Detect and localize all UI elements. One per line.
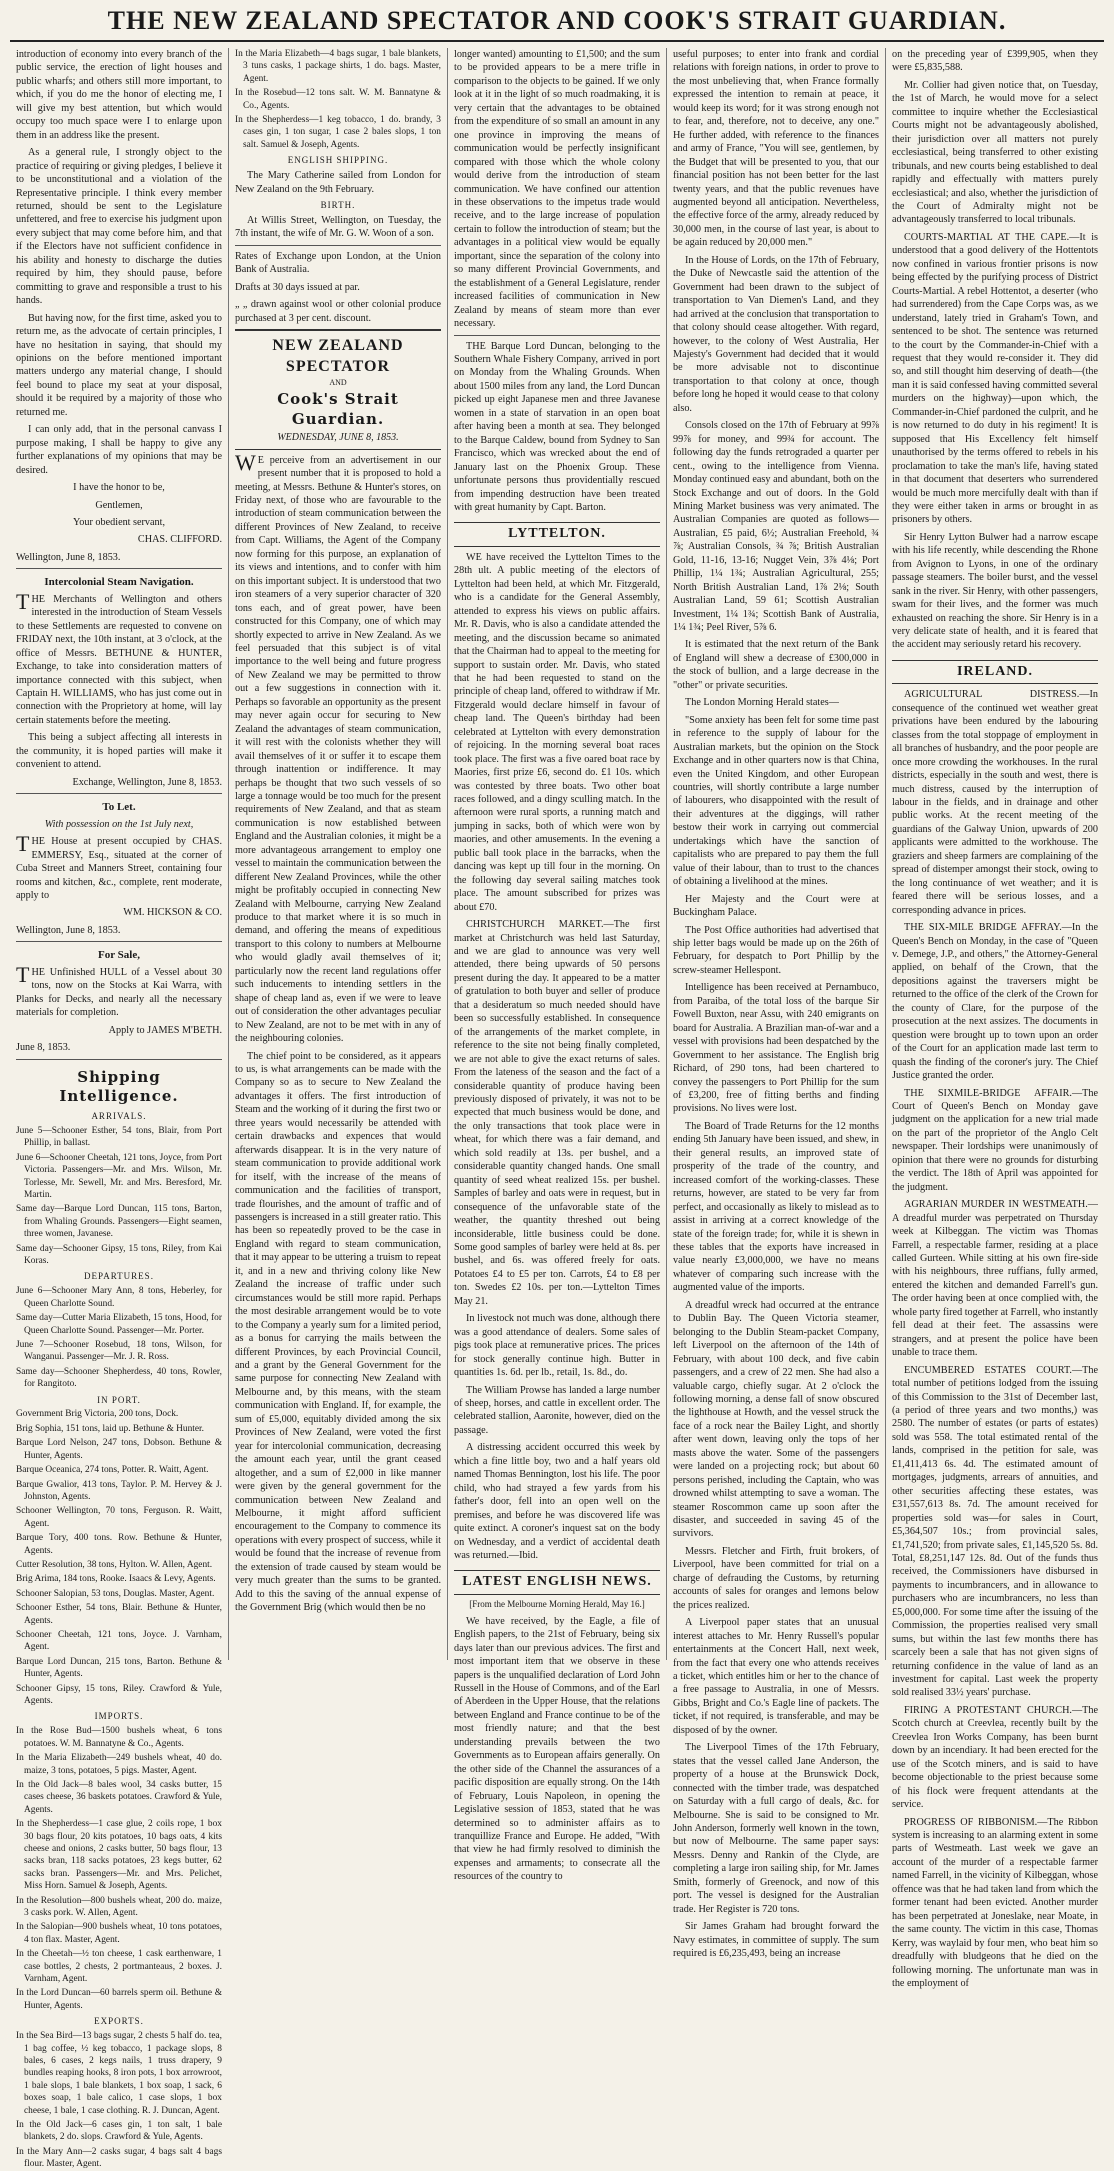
imports-heading: IMPORTS.: [94, 1711, 144, 1722]
birth-text: At Willis Street, Wellington, on Tuesday, the 7th instant, the wife of Mr. G. W. Woon of a son.: [235, 214, 441, 240]
news-paragraph: Sir James Graham had brought forward the Navy estimates, in committee of supply. The sum required is £6,235,493, being an increase: [673, 1921, 879, 1960]
editorial-paragraph: WE perceive from an advertisement in our present number that it is proposed to hold a meeting, at Messrs. Bethune & Hunter's stores, on Friday next, of those who are favourable to the introduction of steam communication between the different Provinces of New Zealand, to receive from Capt. Williams, the Agent of the Company now forming for this purpose, an explanation of its views and intentions, and to confer with him on this important subject. It is understood that two iron steamers of a very superior character of 320 tons each, and of great power, have been constructed for this Company, one of which may shortly expected to arrive in New Zealand. As we feel persuaded that this subject is of vital importance to the well being and future progress of New Zealand we may be permitted to throw out a few suggestions in connection with it. Perhaps so favorable an opportunity as the present may never again occur for securing to New Zealand the advantages of steam communication, it will rest with the colonists whether they will avail themselves of it or suffer it to escape them through inattention or indifference. It may perhaps be thought that two such vessels of so large a tonnage would be too much for the present requirements of New Zealand, and that as steam communication is now established between England and the Australian colonies, it might be a more advantageous arrangement to employ one vessel to maintain the communication between the different New Zealand Provinces, while the other might be profitably occupied in connecting New Zealand with Melbourne, carrying New Zealand produce to that market where it is so much in demand, and offering the means of expeditious transport to this colony to numbers at Melbourne who would gladly avail themselves of it; particularly now the recent land regulations offer such inducements to intending settlers in the shape of cheap land as, even if we were to leave out of consideration the other advantages peculiar to New Zealand, are not to be met with in any of the neighbouring colonies.: [235, 449, 441, 1045]
news-paragraph: A dreadful wreck had occurred at the entrance to Dublin Bay. The Queen Victoria steamer, belonging to the Dublin Steam-packet Company, left Liverpool on the afternoon of the 14th of February, with about 100 deck, and five cabin passengers, and a crew of 22 men. She had also a valuable cargo, chiefly sugar. At 2 o'clock the following morning, a dense fall of snow obscured the lighthouse at Howth, and the vessel struck the face of a rock near the Bailey Light, and shortly after went down, leaving only the tops of her masts above the water. Some of the passengers were landed on a projecting rock; but about 60 persons perished, including the Captain, who was drowned whilst attempting to save a woman. The steamer Roscommon came up soon after the disaster, and succeeded in saving 45 of the survivors.: [673, 1299, 879, 1540]
tolet-notice: THE House at present occupied by CHAS. EMMERSY, Esq., situated at the corner of Cuba Street and Manners Street, containing four rooms and kitchen, &c., complete, rent moderate, apply to: [16, 831, 222, 901]
list-item: Government Brig Victoria, 200 tons, Dock.: [16, 1409, 179, 1420]
sale-apply: Apply to JAMES M'BETH.: [108, 1024, 222, 1036]
list-item: Barque Lord Duncan, 215 tons, Barton. Bethune & Hunter, Agents.: [16, 1656, 222, 1680]
list-item: In the Rose Bud—1500 bushels wheat, 6 tons potatoes. W. M. Bannatyne & Co., Agents.: [16, 1726, 222, 1749]
inport-list: [16, 1408, 222, 1707]
list-item: Schooner Esther, 54 tons, Blair. Bethune & Hunter, Agents.: [16, 1603, 222, 1626]
latest-news-source: [From the Melbourne Morning Herald, May 16.]: [469, 1598, 645, 1609]
lyttelton-paragraph: The William Prowse has landed a large number of sheep, horses, and cattle in excellent order. The celebrated stallion, Aaronite, however, died on the passage.: [454, 1384, 660, 1436]
columns: [10, 48, 1104, 2170]
list-item: In the Cheetah—½ ton cheese, 1 cask earthenware, 1 case bottles, 2 chests, 2 portmanteaus, 2 boxes. J. Varnham, Agent.: [16, 1949, 222, 1985]
news-paragraph: Her Majesty and the Court were at Buckingham Palace.: [673, 893, 879, 919]
list-item: Barque Oceanica, 274 tons, Potter. R. Waitt, Agent.: [16, 1465, 209, 1476]
latest-news-heading: LATEST ENGLISH NEWS.: [454, 1570, 660, 1594]
steam-date: Exchange, Wellington, June 8, 1853.: [72, 776, 222, 788]
divider: [454, 335, 660, 336]
list-item: Same day—Schooner Shepherdess, 40 tons, Rowler, for Rangitoto.: [16, 1366, 222, 1390]
lyttelton-paragraph: CHRISTCHURCH MARKET.—The first market at Christchurch was held last Saturday, and we are glad to announce was very well attended, there being upwards of 50 persons present during the day. It appeared to be a matter of gratulation to both buyer and seller of produce that a desideratum so much needed should have been so successfully established. In consequence of the arrangements of the market complete, in reference to the site not being finally completed, we are not able to give the exact returns of sales. From the lateness of the season and the fact of a considerable quantity of produce having been previously disposed of privately, it was not to be expected that much business would be done, and the only transactions that took place were in wheat, for which there was a fair demand, and which sold readily at 13s. per bushel, and a considerable quantity changed hands. One small quantity of seed wheat realized 15s. per bushel. Samples of barley and oats were in request, but in consequence of the unfavorable state of the weather, the quantity threshed out being inconsiderable, little business could be done. Some good samples of barley were held at 8s. per bushel, and 6s. was offered freely for oats. Potatoes £4 to £5 per ton. Carrots, £4 to £8 per ton. Swedes £2 10s. per ton.—Lyttelton Times May 21.: [454, 919, 660, 1307]
list-item: In the Resolution—800 bushels wheat, 200 do. maize, 3 casks pork. W. Allen, Agent.: [16, 1895, 222, 1918]
exports-heading: EXPORTS.: [94, 2016, 144, 2027]
column-2: [229, 48, 448, 1660]
letter-closing: I have the honor to be,: [73, 482, 165, 494]
news-paragraph: Mr. Collier had given notice that, on Tuesday, the 1st of March, he would move for a select committee to inquire whether the Ecclesiastical Courts might not be advantageously abolished, their jurisdiction over all matters not purely ecclesiastical, being transferred to other existing tribunals, and new courts being established to deal rapidly and effectually with matters purely ecclesiastical; and also, whether the jurisdiction of the Court of Admiralty might not be advantageously transferred to local tribunals.: [892, 79, 1098, 226]
list-item: June 7—Schooner Rosebud, 18 tons, Wilson, for Wanganui. Passenger—Mr. J. R. Ross.: [16, 1339, 222, 1363]
list-item: In the Shepherdess—1 case glue, 2 coils rope, 1 box 30 bags flour, 20 kits potatoes, 10 bags oats, 4 kits cheese and onions, 2 casks butter, 50 bags flour, 13 sacks bran, 118 sacks potatoes, 23 kegs butter, 62 sacks bran. Passengers—Mr. and Mrs. Pelichet, Miss Horn. Samuel & Joseph, Agents.: [16, 1819, 222, 1892]
column-1: [10, 48, 229, 2170]
list-item: In the Shepherdess—1 keg tobacco, 1 do. brandy, 3 cases gin, 1 ton sugar, 1 case 2 bales slops, 1 ton salt. Samuel & Joseph, Agents.: [235, 115, 441, 150]
news-paragraph: The Board of Trade Returns for the 12 months ending 5th January have been issued, and shew, in their general results, an improved state of prosperity of the trade of the country, and increased comfort of the working-classes. These returns, however, are stated to be very far from perfect, and occasionally as likely to mislead as to assist in arriving at a correct knowledge of the state of the foreign trade; for, while it is shewn in these tables that the exports have increased in value nearly £3,000,000, we have no means whatever of comparing such increase with the augmented value of the imports.: [673, 1120, 879, 1294]
imports-list: [16, 1725, 222, 2012]
list-item: Schooner Salopian, 53 tons, Douglas. Master, Agent.: [16, 1588, 215, 1599]
arrivals-list: [16, 1125, 222, 1267]
news-paragraph: useful purposes; to enter into frank and cordial relations with foreign nations, in order to prove to the most unbelieving that, when France formally expressed the intention to remain at peace, it would keep its word; for it was strong enough not to fear, and, therefore, not to deceive, any one." He further added, with reference to the finances and army of France, "You will see, gentlemen, by the Budget that will be presented to you, that our financial position has not been better for the last twenty years, and that the public revenues have augmented beyond all anticipation. Nevertheless, the effective force of the army, already reduced by 30,000 men, in the course of last year, is about to be again reduced by 20,000 men.": [673, 49, 879, 249]
news-paragraph: COURTS-MARTIAL AT THE CAPE.—It is understood that a good delivery of the Hottentots now confined in various frontier prisons is now being effected by the purifying process of District Courts-Martial. A rebel Hottentot, a deserter (who had surrendered) from the Cape Corps was, as we understand, lately tried in Graham's Town, and sentenced to be shot. The sentence was returned to the court by the Commander-in-Chief with a request that they would re-consider it. They did so, and still thought him deserving of death—(the man it is said confessed having committed several murders on the highway)—upon which, the Commander-in-Chief pardoned the culprit, and he is now returned to do duty in his regiment! It is supposed that His Excellency felt himself unauthorised by the terms offered to rebels in his proclamation to take the man's life, having stated in that document that deserters who surrendered would be much more mercifully dealt with than if they were either taken in arms or brought in as prisoners by others.: [892, 231, 1098, 526]
departures-heading: DEPARTURES.: [84, 1271, 154, 1282]
list-item: Brig Sophia, 151 tons, laid up. Bethune & Hunter.: [16, 1423, 205, 1434]
steam-notice-2: This being a subject affecting all interests in the community, it is hoped parties will make it convenient to attend.: [16, 732, 222, 771]
arrivals-heading: ARRIVALS.: [91, 1111, 147, 1122]
masthead-title: THE NEW ZEALAND SPECTATOR AND COOK'S STRAIT GUARDIAN.: [107, 6, 1007, 35]
column-4: [667, 48, 886, 1960]
list-item: In the Maria Elizabeth—4 bags sugar, 1 bale blankets, 3 tuns casks, 1 package shirts, 1 do. bags. Master, Agent.: [235, 49, 441, 84]
list-item: In the Salopian—900 bushels wheat, 10 tons potatoes, 4 ton flax. Master, Agent.: [16, 1922, 222, 1945]
news-paragraph: The London Morning Herald states—: [685, 697, 839, 709]
letter-intro: introduction of economy into every branch of the public service, the erection of light houses and public wharfs; and others still more important, to which, if you do me the honor of electing me, I will give my best attention, but which would occupy too much space were I to enlarge upon them in an address like the present.: [16, 49, 222, 141]
list-item: Brig Arima, 184 tons, Rooke. Isaacs & Levy, Agents.: [16, 1574, 216, 1585]
paper-title: NEW ZEALAND SPECTATOR: [235, 329, 441, 377]
inport-heading: IN PORT.: [97, 1394, 141, 1405]
divider: [16, 1059, 222, 1060]
editorial-paragraph: The chief point to be considered, as it appears to us, is what arrangements can be made with the Company so as to secure to New Zealand the advantages it offers. The first introduction of Steam and the working of it during the first two or three years would necessarily be attended with certain drawbacks and expences that would afterwards disappear. It is in the very nature of steam communication to provide additional work for itself, with the increase of the means of communication and the facilities of transport, trade flourishes, and the amount of traffic and of passengers is increased in a still greater ratio. This has been so repeatedly proved to be the case in England with regard to steam communication, that it may appear to be uttering a truism to repeat it, and in a new and thriving colony like New Zealand the increase of traffic under such circumstances would be still more rapid. Perhaps the most desirable arrangement would be to vote to the Company a yearly sum for a limited period, as a bonus for carrying the mails between the different Provinces, by each Provincial Council, and a grant by the General Government for the same purpose for connecting New Zealand with Melbourne and, by this means, with the steam communication with England. If, for example, the sum of £5,000, equitably divided among the six Provinces of New Zealand, were voted the first year for intercolonial communication, decreasing the amount each year, until the grant ceased altogether, and a sum of £2,000 in like manner were given by the general government for the communication between New Zealand and Melbourne, it might afford sufficient encouragement to the Company to commence its operations with every prospect of success, while it would be found that the increase of revenue from the extension of trade caused by steam would be very much greater than the sums to be granted. Add to this the saving of the annual expense of the Government Brig (which would then be no: [235, 1050, 441, 1614]
letter-closing: Gentlemen,: [95, 499, 143, 511]
steam-notice: THE Merchants of Wellington and others interested in the introduction of Steam Vessels to these Settlements are requested to convene on FRIDAY next, the 10th instant, at 3 o'clock, at the office of Messrs. BETHUNE & HUNTER, Exchange, to take into consideration matters of importance connected with this subject, when Captain H. WILLIAMS, who has just come out in connection with the Proprietory at home, will lay certain statements before the meeting.: [16, 588, 222, 726]
list-item: In the Old Jack—8 bales wool, 34 casks butter, 15 cases cheese, 36 baskets potatoes. Crawford & Yule, Agents.: [16, 1779, 222, 1815]
steam-heading: Intercolonial Steam Navigation.: [44, 576, 194, 589]
list-item: Barque Tory, 400 tons. Row. Bethune & Hunter, Agents.: [16, 1533, 222, 1556]
list-item: In the Maria Elizabeth—249 bushels wheat, 40 do. maize, 3 tons, potatoes, 5 pigs. Master, Agent.: [16, 1753, 222, 1776]
paper-and: AND: [329, 378, 347, 388]
lyttelton-paragraph: WE have received the Lyttelton Times to the 28th ult. A public meeting of the electors of Lyttelton had been held, at which Mr. Fitzgerald, who is a candidate for the General Assembly, attended to express his views on public affairs. Mr. R. Davis, who is also a candidate attended the meeting, and the discussion became so animated that the Chairman had to appeal to the meeting for support to sustain order. Mr. Davis, who stated that he had been requested to stand on the principle of cheap land, offered to withdraw if Mr. Fitzgerald would declare himself in favour of cheap land. The Queen's birthday had been celebrated at Lyttelton with every demonstration of rejoicing. In the morning several boat races took place. The first was a five oared boat race by Maories, first prize £6, second do. £1 10s. which was contested by three boats. Two other boat races followed, and a dingy sculling match. In the afternoon were rural sports, a running match and jumping in sacks, both of which were won by maories, and other amusements. In the evening a public ball took place in the barracks, when the dancing was kept up till four in the morning. On the following day several sailing matches took place. The amount subscribed for prizes was about £70.: [454, 551, 660, 913]
ireland-paragraph: FIRING A PROTESTANT CHURCH.—The Scotch church at Creevlea, recently built by the Creevlea Iron Works Company, has been burnt down by an incendiary. It had been erected for the use of the Scotch miners, and is said to have become objectionable to the priest because some of his flock were frequent attendants at the service.: [892, 1704, 1098, 1811]
list-item: Schooner Wellington, 70 tons, Ferguson. R. Waitt, Agent.: [16, 1506, 222, 1529]
list-item: In the Mary Ann—2 casks sugar, 4 bags salt 4 bags flour. Master, Agent.: [16, 2146, 222, 2170]
list-item: Cutter Resolution, 38 tons, Hylton. W. Allen, Agent.: [16, 1559, 213, 1570]
sale-date: June 8, 1853.: [16, 1042, 71, 1054]
ireland-paragraph: AGRARIAN MURDER IN WESTMEATH.—A dreadful murder was perpetrated on Thursday week at Kilbeggan. The victim was Thomas Farrell, a respectable farmer, residing at a place called Gurteen. While sitting at his own fire-side with his neighbours, three ruffians, fully armed, entered the kitchen and demanded Farrell's gun. The order having been at once complied with, the whole party fired together at Farrell, who instantly fell dead at their feet. The assassins were strangers, and at present the police have been unable to trace them.: [892, 1199, 1098, 1359]
lyttelton-heading: LYTTELTON.: [454, 522, 660, 546]
news-paragraph: A Liverpool paper states that an unusual interest attaches to Mr. Henry Russell's popular entertainments at the Concert Hall, next week, from the fact that every one who attends receives a ticket, which entitles him or her to the chance of a free passage to Australia, in one of Messrs. Gibbs, Bright and Co.'s Eagle line of packets. The ticket, if not required, is transferable, and may be disposed of by the owner.: [673, 1617, 879, 1736]
tolet-sub: With possession on the 1st July next,: [44, 818, 194, 830]
exchange-rates: Drafts at 30 days issued at par.: [235, 281, 360, 293]
latest-news-paragraph: We have received, by the Eagle, a file of English papers, to the 21st of February, being six days later than our previous advices. The first and most important item that we observe in these papers is the unqualified declaration of Lord John Russell in the House of Commons, and of the Earl of Aberdeen in the Upper House, that the relations between England and France continue to be of the most friendly nature; and that the best understanding prevails between the two Governments as to European affairs generally. On the other side of the Channel the assurances of a pacific disposition are equally strong. On the 14th of February, Louis Napoleon, in opening the Legislative session of 1853, stated that he was determined so to administer affairs as to tranquillize France and Europe. He added, "With that view he had firmly resolved to diminish the expenses and armaments; to consecrate all the resources of the country to: [454, 1615, 660, 1883]
list-item: In the Sea Bird—13 bags sugar, 2 chests 5 half do. tea, 1 bag coffee, ½ keg tobacco, 1 package slops, 8 bales, 6 cases, 2 kegs nails, 1 truss drapery, 9 bundles reaping hooks, 8 iron pots, 1 box arrowroot, 1 bale slops, 1 bale blankets, 1 box soap, 1 sack, 6 boxes soap, 1 bale calico, 1 case slops, 1 box cheese, 1 bale, 1 case clothing. R. J. Duncan, Agent.: [16, 2031, 222, 2116]
tolet-date: Wellington, June 8, 1853.: [16, 924, 121, 936]
letter-date: Wellington, June 8, 1853.: [16, 551, 121, 563]
list-item: Schooner Cheetah, 121 tons, Joyce. J. Varnham, Agent.: [16, 1629, 222, 1653]
news-paragraph: "Some anxiety has been felt for some time past in reference to the supply of labour for the Australian markets, but the opinion on the Stock Exchange and in other quarters now is that China, even the United Kingdom, and other European countries, will shortly contribute a large number of labourers, who disappointed with the result of their adventures at the diggings, will rather bestow their work in carrying out commercial undertakings which have the sanction of capitalists who are prepared to pay them the full value of their labour, than to trust to the chances of obtaining a livelihood at the mines.: [673, 714, 879, 888]
lyttelton-paragraph: In livestock not much was done, although there was a good attendance of dealers. Some sales of pigs took place at remunerative prices. The prices for stock generally continue high. Butter in quantities 1s. 6d. per lb., retail, 1s. 8d., do.: [454, 1313, 660, 1379]
paper-date: WEDNESDAY, JUNE 8, 1853.: [235, 431, 441, 449]
list-item: In the Old Jack—6 cases gin, 1 ton salt, 1 bale blankets, 2 do. slops. Crawford & Yule, Agents.: [16, 2119, 222, 2143]
list-item: In the Lord Duncan—60 barrels sperm oil. Bethune & Hunter, Agents.: [16, 1988, 222, 2011]
news-paragraph: Sir Henry Lytton Bulwer had a narrow escape with his life recently, while descending the Rhone from Avignon to Lyons, in one of the ordinary passage steamers. The boiler burst, and the vessel sank in the river. Sir Henry, with other passengers, swam for their lives, and the former was much exhausted on reaching the shore. Sir Henry is in a very delicate state of health, and it is feared that the accident may seriously retard his recovery.: [892, 531, 1098, 651]
list-item: Same day—Barque Lord Duncan, 115 tons, Barton, from Whaling Grounds. Passengers—Eight seamen, three women, Javanese.: [16, 1204, 222, 1240]
news-paragraph: The Post Office authorities had advertised that ship letter bags would be made up on the 26th of February, for despatch to Port Phillip by the screw-steamer Hellespont.: [673, 924, 879, 976]
english-shipping-heading: ENGLISH SHIPPING.: [287, 155, 389, 166]
divider: [16, 568, 222, 569]
tolet-signature: WM. HICKSON & CO.: [123, 907, 222, 919]
list-item: Barque Lord Nelson, 247 tons, Dobson. Bethune & Hunter, Agents.: [16, 1438, 222, 1461]
list-item: June 5—Schooner Esther, 54 tons, Blair, from Port Phillip, in ballast.: [16, 1126, 222, 1149]
exports-list: [16, 2030, 222, 2170]
column-5: [886, 48, 1104, 1989]
letter-paragraph: As a general rule, I strongly object to the practice of requiring or giving pledges, I believe it to be unconstitutional and a violation of the Representative principle. I think every member returned, should be sent to the Legislature unfettered, and free to exercise his judgment upon every subject that may come before him, and that if the Electors have not sufficient confidence in his ability and honesty to discharge the duties required by him, they should pause, before committing to grave and responsible a trust to his hands.: [16, 147, 222, 307]
list-item: Schooner Gipsy, 15 tons, Riley. Crawford & Yule, Agents.: [16, 1683, 222, 1707]
news-paragraph: Intelligence has been received at Pernambuco, from Paraiba, of the total loss of the barque Sir Fowell Buxton, near Assu, with 240 emigrants on board for Australia. A Brazilian man-of-war and a vessel with provisions had been despatched by the Government to her assistance. The English brig Richard, of 290 tons, had been chartered to convey the passengers to Port Phillip for the sum of £3,200, free of fitting berths and finding provisions. No lives were lost.: [673, 982, 879, 1115]
list-item: Same day—Cutter Maria Elizabeth, 15 tons, Hood, for Queen Charlotte Sound. Passenger—Mr. Porter.: [16, 1313, 222, 1336]
exchange-rates: „ „ drawn against wool or other colonial produce purchased at 3 per cent. discount.: [235, 299, 441, 324]
column-3: [448, 48, 667, 1883]
list-item: In the Rosebud—12 tons salt. W. M. Bannatyne & Co., Agents.: [235, 88, 441, 111]
editorial-continued: longer wanted) amounting to £1,500; and the sum to be provided appears to be a mere trifle in comparison to the objects to be gained. If we only look at it in the light of so much roadmaking, it is very certain that the advantages to be obtained from the expenditure of so small an amount in any one province in improving the means of communication would be perfectly insignificant compared with those which the whole colony would derive from the introduction of steam communication. We have confined our attention in these observations to the impetus trade would receive, and to the large increase of population certain to follow the introduction of steam; but the advantages in a political view would be equally important, since the separation of the colony into so many different Provincial Governments, and the establishment of a General Legislature, render increased facilities of communication in New Zealand by means of steam more than ever necessary.: [454, 49, 660, 330]
ireland-paragraph: PROGRESS OF RIBBONISM.—The Ribbon system is increasing to an alarming extent in some parts of Westmeath. Last week we gave an account of the murder of a respectable farmer named Farrell, in the vicinity of Kilbeggan, whose offence was that he had taken land from which the former tenant had been evicted. Another murder has been perpetrated at Joneslake, near Moate, in the same county. The victim in this case, Thomas Kerry, was waylaid by four men, who beat him so dreadfully with bludgeons that he died on the following morning. The unfortunate man was in the employment of: [892, 1816, 1098, 1989]
sale-notice: THE Unfinished HULL of a Vessel about 30 tons, now on the Stocks at Kai Warra, with Planks for Decks, and nearly all the necessary materials for completion.: [16, 961, 222, 1019]
english-shipping-text: The Mary Catherine sailed from London for New Zealand on the 9th February.: [235, 170, 441, 195]
letter-signature: CHAS. CLIFFORD.: [137, 534, 222, 546]
divider: [235, 245, 441, 246]
divider: [16, 793, 222, 794]
ireland-paragraph: THE SIX-MILE BRIDGE AFFRAY.—In the Queen's Bench on Monday, in the case of "Queen v. Demege, J.P., and others," the Attorney-General applied, on behalf of the Crown, that the depositions against the traversers might be returned to the office of the clerk of the Crown for the county of Clare, for the purpose of the prosecution at the next assizes. The documents in question were brought up to town upon an order of the Court for an application made last term to quash the finding of the coroner's jury. The Chief Justice granted the order.: [892, 922, 1098, 1082]
ireland-paragraph: THE SIXMILE-BRIDGE AFFAIR.—The Court of Queen's Bench on Monday gave judgment on the application for a new trial made on the part of the proprietor of the Anglo Celt newspaper. Their lordships were unanimously of opinion that there were no grounds for disturbing the verdict. The 18th of April was appointed for the judgment.: [892, 1087, 1098, 1193]
letter-closing: Your obedient servant,: [72, 516, 166, 528]
news-paragraph: Messrs. Fletcher and Firth, fruit brokers, of Liverpool, have been committed for trial on a charge of defrauding the Customs, by returning accounts of sales for oranges and lemons below the prices realized.: [673, 1545, 879, 1611]
sale-heading: For Sale,: [98, 949, 140, 962]
list-item: June 6—Schooner Mary Ann, 8 tons, Heberley, for Queen Charlotte Sound.: [16, 1286, 222, 1309]
divider: [16, 941, 222, 942]
letter-paragraph: But having now, for the first time, asked you to return me, as the advocate of certain principles, I have no hesitation in saying, that should my opinions on the before mentioned important matters undergo any material change, I should feel bound to place my seat at your disposal, should it be required by a majority of those who returned me.: [16, 312, 222, 418]
news-paragraph: In the House of Lords, on the 17th of February, the Duke of Newcastle said the attention of the Government had been drawn to the subject of transportation to Van Diemen's Land, and they had arrived at the conclusion that transportation to that colony should cease altogether. With regard, however, to the colony of West Australia, Her Majesty's Government had decided that it would be more advisable not to discontinue transportation to that colony at once, though before long he hoped it would cease to that colony also.: [673, 254, 879, 414]
news-paragraph: The Liverpool Times of the 17th February, states that the vessel called Jane Anderson, the property of a house at the Brunswick Dock, connected with the timber trade, was despatched on Saturday with a full cargo of deals, &c. for Melbourne. She is said to be consigned to Mr. John Anderson, formerly well known in the town, but now of Melbourne. The same paper says: Messrs. Denny and Rankin of the Clyde, are completing a large iron sailing ship, for Mr. James Smith, formerly of Greenock, and now of this port. The vessel is designed for the Australian trade. Her Register is 720 tons.: [673, 1742, 879, 1915]
list-item: Same day—Schooner Gipsy, 15 tons, Riley, from Kai Koras.: [16, 1243, 222, 1267]
lord-duncan-article: THE Barque Lord Duncan, belonging to the Southern Whale Fishery Company, arrived in port on Monday from the Whaling Grounds. When about 1500 miles from any land, the Lord Duncan picked up eight Japanese men and three Javanese women in a state of starvation in an open boat after having been a month at sea. They belonged to the Barque Caldew, bound from Sydney to San Francisco, which was wrecked about the end of January last on the Phoenix Group. These unfortunate persons thus providentially rescued from impending destruction have been treated with great humanity by Capt. Barton.: [454, 340, 660, 513]
ireland-paragraph: AGRICULTURAL DISTRESS.—In consequence of the continued wet weather great privations have been endured by the labouring classes from the total stoppage of employment in all branches of husbandry, and the poor people are once more crowding the workhouses. In the rural districts, especially in the south and west, there is much distress, caused by the interruption of labour in the fields, and in drainage and other public works. At the recent meeting of the guardians of the Galway Union, upwards of 200 applicants were admitted to the workhouse. The graziers and sheep farmers are complaining of the spread of distemper amongst their stock, owing to the long continuance of wet weather; and it is feared there will be serious losses, and a corresponding advance in prices.: [892, 689, 1098, 916]
list-item: Barque Gwalior, 413 tons, Taylor. P. M. Hervey & J. Johnston, Agents.: [16, 1479, 222, 1502]
paper-subtitle: Cook's Strait Guardian.: [277, 389, 399, 428]
news-paragraph: Consols closed on the 17th of February at 99⅞ 99⅞ for money, and 99¾ for account. The following day the funds retrograded a quarter per cent., owing to the intelligence from Vienna. Monday continued easy and abundant, both on the Stock Exchange and out of doors. In the Gold Mining Market business was very animated. The Australian Companies are quoted as follows—Australian, £5 paid, 6½; Australian Freehold, ¾ ⅞; Australian Consols, ¾ ⅞; British Australian Gold, 11-16, 13-16; Nugget Vein, 3⅞ 4⅛; Port Phillip, 1¼ 1¾; Australian Agricultural, 255; North British Australian Land, 1⅞ 2⅛; South Australian Land, 59 61; Scottish Australian Investment, 1¼ 1¾; Scottish Bank of Australia, 1¼ 1¾; Peel River, 5⅞ 6.: [673, 420, 879, 634]
birth-heading: BIRTH.: [320, 200, 356, 211]
news-paragraph: It is estimated that the next return of the Bank of England will shew a decrease of £300,000 in the stock of bullion, and a large decrease in the "other" or private securities.: [673, 639, 879, 691]
exchange-rates: Rates of Exchange upon London, at the Union Bank of Australia.: [235, 250, 441, 276]
shipping-heading: Shipping Intelligence.: [59, 1067, 179, 1106]
lyttelton-paragraph: A distressing accident occurred this week by which a fine little boy, two and a half years old named Thomas Bennington, lost his life. The poor child, who had strayed a few yards from his father's door, fell into an open well on the premises, and before he was discovered life was quite extinct. A coroner's inquest sat on the body on Wednesday, and a verdict of accidental death was returned.—Ibid.: [454, 1442, 660, 1561]
ireland-paragraph: ENCUMBERED ESTATES COURT.—The total number of petitions lodged from the issuing of this Commission to the 31st of December last, (a period of three years and two months,) was 2580. The number of estates (or parts of estates) sold was 558. The total estimated rental of the lands, comprised in the petition for sale, was £1,411,413 6s. 4d. The estimated amount of mortgages, judgments, arrears of annuities, and other securities affecting these estates, was £31,557,613 8s. 7d. The amount received for properties sold was—for sales in Court, £5,364,507 10s.; from provincial sales, £1,741,520; from private sales, £1,145,520 5s. 8d. Total, £8,251,147 12s. 8d. Out of the funds thus received, the Commissioners have disbursed in payments to incumbrancers, and in allowance to purchasers who are incumbrancers, no less than £5,000,000. For some time after the issuing of the Commission, the properties realised very small sums, but within the last few months there has scarcely been a sale that has not given signs of returning confidence in the value of land as an investment for capital. Last week the property sold realised 33½ years' purchase.: [892, 1364, 1098, 1699]
news-paragraph: on the preceding year of £399,905, when they were £5,835,588.: [892, 49, 1098, 74]
departures-list: [16, 1285, 222, 1390]
masthead: [10, 0, 1104, 42]
list-item: June 6—Schooner Cheetah, 121 tons, Joyce, from Port Victoria. Passengers—Mr. and Mrs. Wilson, Mr. Torlesse, Mr. Sewell, Mr. and Mrs. Beresford, Mr. Martin.: [16, 1152, 222, 1201]
ireland-heading: IRELAND.: [892, 660, 1098, 684]
tolet-heading: To Let.: [102, 801, 136, 814]
letter-paragraph: I can only add, that in the personal canvass I purpose making, I shall be happy to give any further explanations of my opinions that may be desired.: [16, 424, 222, 476]
